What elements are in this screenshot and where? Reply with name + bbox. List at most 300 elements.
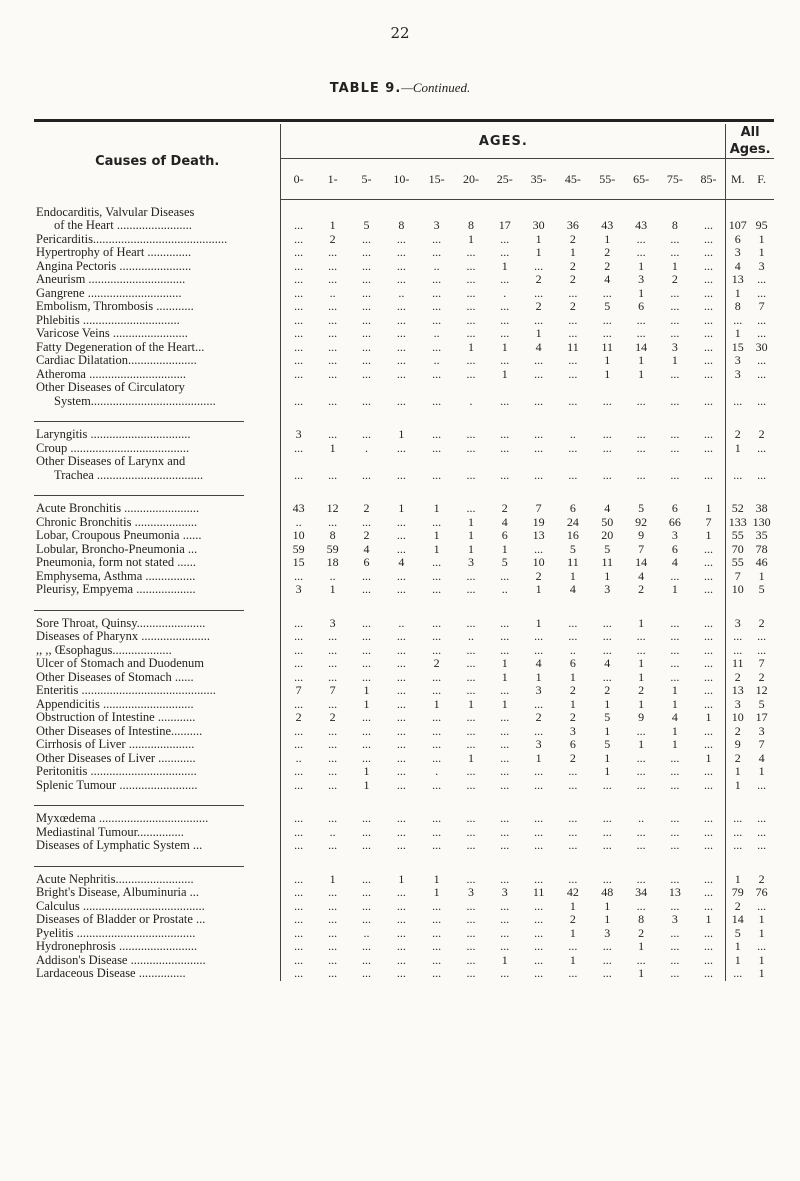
age-count-cell: ...: [432, 913, 442, 926]
age-count-cell: ...: [396, 393, 406, 408]
age-count-cell: ...: [396, 630, 406, 643]
total-count-cell: 7: [734, 569, 741, 583]
age-count-cell: ...: [670, 812, 680, 825]
table-row: [34, 381, 774, 408]
age-count-cell: ...: [466, 940, 476, 953]
age-count-cell: ...: [500, 899, 510, 913]
total-count-cell: 2: [758, 872, 765, 886]
age-count-cell: 4: [535, 340, 542, 354]
age-count-cell: ...: [396, 940, 406, 953]
age-column-header: 1-: [316, 159, 350, 200]
age-count-cell: ...: [361, 246, 371, 259]
total-count-cell: ...: [757, 393, 767, 408]
age-count-cell: ...: [670, 327, 680, 340]
age-count-cell: ...: [328, 393, 338, 408]
age-count-cell: 43: [635, 218, 648, 232]
age-count-cell: ..: [433, 327, 440, 340]
age-count-cell: ...: [500, 940, 510, 953]
age-count-cell: 36: [566, 218, 579, 232]
age-count-cell: 3: [433, 218, 440, 232]
age-count-cell: 1: [501, 953, 508, 967]
table-row: [34, 287, 774, 301]
age-count-cell: ...: [568, 825, 578, 839]
age-count-cell: ...: [294, 313, 304, 327]
age-count-cell: 4: [363, 542, 370, 556]
age-count-cell: ...: [396, 738, 406, 751]
table-row: [34, 927, 774, 941]
age-count-cell: ...: [692, 684, 726, 698]
age-count-cell: ...: [670, 300, 680, 313]
table-row: [34, 779, 774, 793]
total-count-cell: ...: [733, 839, 743, 852]
total-count-cell: 1: [758, 232, 765, 246]
age-count-cell: ...: [692, 873, 726, 887]
age-count-cell: 1: [671, 738, 678, 751]
group-divider: [34, 421, 244, 422]
age-count-cell: ...: [534, 313, 544, 327]
total-count-cell: 1: [734, 778, 741, 792]
cause-label-line: Gangrene ..............................: [36, 286, 182, 300]
cause-label: [34, 671, 281, 685]
cause-label-line: Pleurisy, Empyema ...................: [36, 583, 196, 596]
table-row: [34, 428, 774, 442]
age-column-header: 75-: [658, 159, 692, 200]
age-count-cell: ...: [670, 630, 680, 643]
age-count-cell: ...: [534, 812, 544, 825]
age-count-cell: ...: [432, 313, 442, 327]
age-count-cell: ...: [636, 313, 646, 327]
age-count-cell: ...: [500, 926, 510, 940]
age-count-cell: 9: [638, 711, 645, 724]
age-count-cell: 2: [569, 232, 576, 246]
age-count-cell: 5: [501, 556, 508, 569]
age-count-cell: ...: [670, 940, 680, 953]
cause-label-line: Peritonitis ..................................: [36, 765, 197, 778]
total-count-cell: 15: [731, 340, 744, 354]
age-count-cell: ...: [328, 354, 338, 367]
total-count-cell: ...: [733, 393, 743, 408]
age-count-cell: ...: [692, 839, 726, 853]
cause-label-line: Phlebitis ...............................: [36, 313, 180, 327]
age-count-cell: ...: [636, 751, 646, 765]
cause-label-line: Pericarditis...........................................: [36, 232, 228, 246]
age-count-cell: ...: [692, 381, 726, 408]
cause-label: [34, 381, 281, 408]
total-count-cell: 2: [734, 670, 741, 684]
age-count-cell: ...: [328, 940, 338, 953]
causes-header: Causes of Death.: [34, 124, 281, 200]
age-count-cell: ...: [500, 778, 510, 792]
age-count-cell: 14: [635, 340, 648, 354]
table-row: [34, 940, 774, 954]
age-count-cell: 2: [569, 300, 576, 313]
age-count-cell: ...: [466, 839, 476, 852]
age-count-cell: ...: [396, 765, 406, 778]
table-row: [34, 671, 774, 685]
group-separator: [34, 482, 774, 502]
cause-label-line: Varicose Veins ........................: [36, 327, 188, 340]
table-title-suffix: —Continued.: [401, 80, 471, 95]
age-count-cell: ...: [692, 779, 726, 793]
age-count-cell: ...: [396, 697, 406, 711]
age-count-cell: ...: [328, 812, 338, 825]
age-count-cell: ...: [432, 940, 442, 953]
age-count-cell: ...: [568, 616, 578, 630]
age-count-cell: ...: [328, 300, 338, 313]
age-column-header: 10-: [383, 159, 419, 200]
age-count-cell: ...: [396, 839, 406, 852]
age-count-cell: ...: [294, 246, 304, 259]
total-count-cell: ...: [757, 367, 767, 381]
age-count-cell: ...: [466, 583, 476, 596]
cause-label-line: Fatty Degeneration of the Heart...: [36, 340, 205, 354]
age-count-cell: ...: [328, 670, 338, 684]
age-count-cell: ...: [670, 953, 680, 967]
cause-label-line: Calculus .......................................: [36, 899, 205, 913]
age-count-cell: ...: [432, 515, 442, 529]
age-count-cell: ...: [361, 872, 371, 886]
age-count-cell: ...: [432, 899, 442, 913]
age-count-cell: ...: [294, 340, 304, 354]
age-count-cell: ...: [361, 839, 371, 852]
age-count-cell: ...: [466, 467, 476, 482]
age-count-cell: 1: [535, 232, 542, 246]
age-count-cell: ...: [432, 286, 442, 300]
age-count-cell: ...: [361, 670, 371, 684]
age-count-cell: 3: [535, 738, 542, 751]
age-count-cell: 2: [569, 273, 576, 286]
age-count-cell: ...: [466, 246, 476, 259]
age-count-cell: ...: [636, 643, 646, 657]
age-count-cell: ...: [466, 913, 476, 926]
age-count-cell: ...: [432, 273, 442, 286]
age-count-cell: ...: [432, 367, 442, 381]
age-count-cell: 3: [467, 556, 474, 569]
age-count-cell: ...: [670, 367, 680, 381]
age-count-cell: ...: [500, 967, 510, 980]
age-count-cell: ...: [692, 570, 726, 584]
age-count-cell: 1: [569, 899, 576, 913]
age-count-cell: ...: [432, 246, 442, 259]
age-count-cell: ...: [396, 273, 406, 286]
cause-label-line: Obstruction of Intestine ............: [36, 711, 196, 724]
age-count-cell: ...: [568, 286, 578, 300]
total-count-cell: ...: [757, 354, 767, 367]
age-count-cell: ...: [670, 246, 680, 259]
table-row: [34, 738, 774, 752]
age-count-cell: 5: [569, 542, 576, 556]
age-count-cell: ...: [670, 393, 680, 408]
age-count-cell: 4: [638, 569, 645, 583]
age-count-cell: ...: [500, 313, 510, 327]
age-count-cell: ...: [636, 467, 646, 482]
age-count-cell: 1: [604, 765, 611, 778]
age-count-cell: ...: [670, 899, 680, 913]
age-count-cell: ...: [294, 926, 304, 940]
age-count-cell: ...: [692, 725, 726, 739]
age-count-cell: ...: [670, 232, 680, 246]
total-count-cell: 1: [734, 765, 741, 778]
age-count-cell: ...: [692, 442, 726, 456]
cause-label-line: Enteritis ...........................................: [36, 684, 216, 697]
age-count-cell: ...: [432, 670, 442, 684]
age-count-cell: ...: [396, 542, 406, 556]
cause-label: [34, 967, 281, 981]
age-count-cell: ...: [568, 327, 578, 340]
age-count-cell: ...: [396, 886, 406, 899]
cause-label-line: ,, ,, Œsophagus...................: [36, 643, 172, 657]
age-count-cell: 1: [671, 697, 678, 711]
age-count-cell: 5: [604, 738, 611, 751]
total-count-cell: 2: [734, 724, 741, 738]
age-count-cell: ...: [328, 926, 338, 940]
age-count-cell: ...: [361, 232, 371, 246]
age-count-cell: ...: [361, 940, 371, 953]
age-count-cell: 1: [692, 529, 726, 543]
age-count-cell: ...: [692, 455, 726, 482]
age-count-cell: ...: [396, 340, 406, 354]
age-count-cell: 1: [467, 529, 474, 542]
age-count-cell: 2: [535, 300, 542, 313]
ages-header: AGES.: [281, 124, 726, 159]
total-count-cell: 2: [734, 428, 741, 441]
age-count-cell: 6: [671, 542, 678, 556]
age-count-cell: ...: [636, 630, 646, 643]
table-row: [34, 954, 774, 968]
total-count-cell: 52: [731, 502, 744, 515]
age-count-cell: 1: [433, 886, 440, 899]
total-count-cell: 1: [734, 286, 741, 300]
age-count-cell: ...: [361, 367, 371, 381]
age-count-cell: ...: [396, 246, 406, 259]
age-count-cell: ...: [568, 354, 578, 367]
age-count-cell: 66: [668, 515, 681, 529]
group-separator: [34, 597, 774, 617]
age-count-cell: ...: [361, 313, 371, 327]
age-count-cell: ...: [361, 300, 371, 313]
cause-label: [34, 812, 281, 826]
age-count-cell: 4: [604, 502, 611, 515]
age-count-cell: 1: [467, 697, 474, 711]
age-count-cell: ...: [534, 765, 544, 778]
cause-label-line: Diseases of Bladder or Prostate ...: [36, 913, 206, 926]
age-count-cell: ...: [294, 569, 304, 583]
age-count-cell: ...: [568, 630, 578, 643]
age-count-cell: 1: [433, 542, 440, 556]
total-count-cell: 76: [755, 886, 768, 899]
age-count-cell: ...: [396, 751, 406, 765]
age-count-cell: 1: [467, 751, 474, 765]
age-count-cell: ...: [636, 872, 646, 886]
cause-label: [34, 873, 281, 887]
age-count-cell: 7: [535, 502, 542, 515]
total-count-cell: ...: [757, 778, 767, 792]
cause-label-line: Chronic Bronchitis ....................: [36, 515, 198, 529]
age-count-cell: ...: [500, 751, 510, 765]
age-count-cell: ...: [396, 778, 406, 792]
total-count-cell: 3: [734, 616, 741, 630]
total-count-cell: 30: [755, 340, 768, 354]
cause-label-line: Other Diseases of Intestine..........: [36, 724, 203, 738]
age-count-cell: ...: [466, 643, 476, 657]
table-row: [34, 725, 774, 739]
age-count-cell: ...: [692, 954, 726, 968]
age-count-cell: 8: [638, 913, 645, 926]
total-count-cell: 2: [734, 899, 741, 913]
age-count-cell: ...: [670, 872, 680, 886]
age-count-cell: ..: [433, 259, 440, 273]
age-count-cell: ...: [636, 953, 646, 967]
age-count-cell: 5: [638, 502, 645, 515]
age-count-cell: ...: [432, 467, 442, 482]
total-count-cell: 10: [731, 711, 744, 724]
total-count-cell: 13: [731, 273, 744, 286]
age-count-cell: ...: [361, 616, 371, 630]
age-count-cell: 1: [501, 367, 508, 381]
cause-label-line: Croup ......................................: [36, 441, 190, 455]
age-count-cell: ...: [692, 644, 726, 658]
cause-label-line: Acute Nephritis.........................: [36, 872, 194, 886]
age-count-cell: 11: [532, 886, 545, 899]
age-count-cell: ...: [602, 643, 612, 657]
age-count-cell: ...: [568, 467, 578, 482]
age-count-cell: 50: [601, 515, 614, 529]
cause-label: [34, 200, 281, 233]
group-separator: [34, 792, 774, 812]
age-count-cell: ...: [361, 630, 371, 643]
age-count-cell: 4: [398, 556, 405, 569]
age-count-cell: 1: [638, 354, 645, 367]
group-divider: [34, 805, 244, 806]
age-count-cell: ...: [568, 812, 578, 825]
age-count-cell: ...: [466, 670, 476, 684]
age-count-cell: ...: [432, 825, 442, 839]
age-count-cell: 1: [433, 872, 440, 886]
age-count-cell: ...: [692, 698, 726, 712]
age-count-cell: ..: [329, 286, 336, 300]
age-count-cell: ...: [328, 630, 338, 643]
age-count-cell: 11: [601, 340, 614, 354]
age-count-cell: 2: [604, 684, 611, 697]
total-count-cell: 5: [734, 926, 741, 940]
age-count-cell: ...: [500, 467, 510, 482]
age-count-cell: ...: [361, 657, 371, 670]
age-count-cell: ...: [500, 393, 510, 408]
age-count-cell: ...: [328, 246, 338, 259]
age-count-cell: ...: [361, 428, 371, 441]
all-ages-header: All Ages.: [726, 124, 774, 159]
age-count-cell: ...: [432, 583, 442, 596]
age-count-cell: 1: [329, 441, 336, 455]
age-count-cell: ..: [501, 583, 508, 596]
table-row: [34, 684, 774, 698]
total-count-cell: 1: [734, 872, 741, 886]
age-count-cell: ...: [602, 286, 612, 300]
age-count-cell: 5: [363, 218, 370, 232]
age-count-cell: ...: [692, 200, 726, 233]
age-count-cell: ...: [568, 967, 578, 980]
age-count-cell: ...: [692, 246, 726, 260]
age-count-cell: ...: [361, 825, 371, 839]
age-count-cell: 1: [692, 502, 726, 516]
age-count-cell: 1: [604, 751, 611, 765]
age-count-cell: 1: [604, 724, 611, 738]
total-count-cell: 1: [734, 441, 741, 455]
age-count-cell: ...: [692, 260, 726, 274]
age-count-cell: 2: [501, 502, 508, 515]
age-count-cell: ..: [569, 428, 576, 441]
table-row: [34, 233, 774, 247]
age-count-cell: ...: [602, 467, 612, 482]
age-count-cell: ...: [294, 367, 304, 381]
total-count-cell: 1: [758, 765, 765, 778]
age-count-cell: ...: [692, 900, 726, 914]
age-count-cell: 4: [604, 273, 611, 286]
age-count-cell: ...: [500, 569, 510, 583]
total-count-cell: 7: [758, 738, 765, 751]
age-count-cell: ...: [602, 630, 612, 643]
age-count-cell: ...: [692, 617, 726, 631]
age-count-cell: ...: [670, 313, 680, 327]
age-count-cell: ...: [500, 738, 510, 751]
age-count-cell: 20: [601, 529, 614, 542]
age-count-cell: 6: [638, 300, 645, 313]
age-count-cell: 3: [535, 684, 542, 697]
age-count-cell: ...: [396, 812, 406, 825]
age-count-cell: 2: [569, 684, 576, 697]
age-count-cell: ...: [361, 393, 371, 408]
age-count-cell: 1: [501, 657, 508, 670]
age-count-cell: ...: [294, 940, 304, 953]
age-count-cell: 1: [433, 697, 440, 711]
age-count-cell: ...: [294, 273, 304, 286]
age-count-cell: 3: [638, 273, 645, 286]
age-count-cell: ..: [638, 812, 645, 825]
age-count-cell: 1: [501, 670, 508, 684]
age-count-cell: ...: [602, 313, 612, 327]
table-row: [34, 529, 774, 543]
age-count-cell: ...: [636, 765, 646, 778]
age-count-cell: 1: [363, 684, 370, 697]
age-count-cell: ...: [396, 354, 406, 367]
age-count-cell: 92: [635, 515, 648, 529]
cause-label: [34, 354, 281, 368]
age-count-cell: ...: [361, 886, 371, 899]
total-count-cell: 95: [755, 218, 768, 232]
total-count-cell: 46: [755, 556, 768, 569]
age-count-cell: ..: [398, 286, 405, 300]
age-count-cell: ...: [396, 657, 406, 670]
age-count-cell: ...: [466, 300, 476, 313]
age-count-cell: 3: [501, 886, 508, 899]
total-count-cell: 6: [734, 232, 741, 246]
age-count-cell: ...: [568, 313, 578, 327]
age-count-cell: ...: [500, 724, 510, 738]
age-count-cell: ...: [602, 428, 612, 441]
group-divider: [34, 866, 244, 867]
table-row: [34, 657, 774, 671]
total-count-cell: ...: [757, 467, 767, 482]
age-count-cell: ...: [328, 765, 338, 778]
age-count-cell: 1: [398, 502, 405, 515]
age-count-cell: ...: [294, 393, 304, 408]
age-count-cell: ...: [466, 899, 476, 913]
table-row: [34, 246, 774, 260]
age-count-cell: ..: [329, 569, 336, 583]
age-count-cell: ...: [294, 812, 304, 825]
age-count-cell: ...: [432, 738, 442, 751]
age-count-cell: ...: [396, 259, 406, 273]
